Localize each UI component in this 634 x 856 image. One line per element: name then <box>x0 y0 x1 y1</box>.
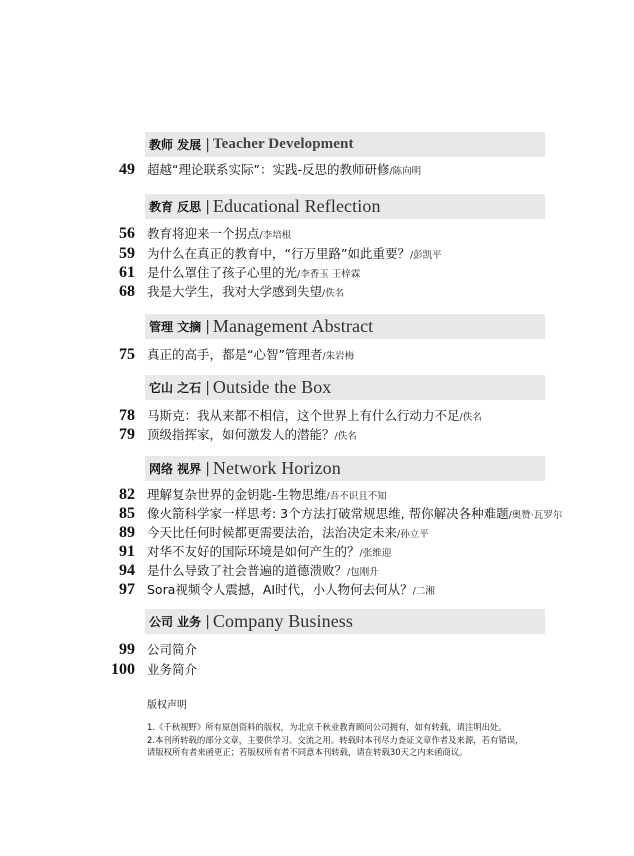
toc-entry[interactable] <box>0 640 634 660</box>
page-number: 79 <box>119 426 135 443</box>
entry-title-line <box>147 162 421 180</box>
entry-title-line <box>147 563 379 581</box>
page-number: 100 <box>111 661 135 678</box>
entry-title-line <box>147 487 387 505</box>
entry-author: /奥赞·瓦罗尔 <box>508 510 563 521</box>
section-divider: | <box>205 198 210 215</box>
section-label-en: Management Abstract <box>212 316 374 336</box>
section-header <box>145 132 545 157</box>
section-label-en: Teacher Development <box>212 136 354 152</box>
entry-title: 对华不友好的国际环境是如何产生的？ <box>147 544 360 559</box>
section-label-en: Educational Reflection <box>212 196 381 216</box>
page-number: 85 <box>119 505 135 522</box>
entry-title: 理解复杂世界的金钥匙-生物思维 <box>147 487 327 502</box>
entry-title: 今天比任何时候都更需要法治，法治决定未来 <box>147 525 398 540</box>
entry-title-line <box>147 642 197 658</box>
section-divider: | <box>205 136 210 153</box>
entry-title: 教育将迎来一个拐点 <box>147 226 260 241</box>
toc-entry[interactable] <box>0 561 634 581</box>
page-number: 78 <box>119 407 135 424</box>
section-label-en: Network Horizon <box>212 458 341 478</box>
page-number: 99 <box>119 641 135 658</box>
entry-author: /二湘 <box>412 586 435 597</box>
entry-title: 我是大学生，我对大学感到失望 <box>147 284 323 299</box>
section-divider: | <box>205 460 210 477</box>
section-label-cn: 教师 发展 <box>149 138 202 152</box>
entry-author: /张维迎 <box>359 548 392 559</box>
entry-title: 为什么在真正的教育中，“行万里路”如此重要？ <box>147 246 410 261</box>
toc-entry[interactable] <box>0 485 634 505</box>
toc-entry[interactable] <box>0 523 634 543</box>
page-number: 97 <box>119 581 135 598</box>
section-label-en: Company Business <box>212 611 354 631</box>
page-number: 94 <box>119 562 135 579</box>
entry-title-line <box>147 408 482 426</box>
entry-author: /陈向明 <box>389 166 422 177</box>
entry-title-line <box>147 427 357 445</box>
page-number: 61 <box>119 264 135 281</box>
toc-entry[interactable] <box>0 425 634 445</box>
page-number: 59 <box>119 245 135 262</box>
entry-title-line <box>147 347 354 365</box>
entry-title: Sora视频令人震撼，AI时代，小人物何去何从？ <box>147 582 413 597</box>
toc-entry[interactable] <box>0 244 634 264</box>
entry-author: /孙立平 <box>397 529 429 540</box>
toc-entry[interactable] <box>0 263 634 283</box>
page-number: 56 <box>119 225 135 242</box>
section-label-cn: 网络 视界 <box>149 462 202 476</box>
section-divider: | <box>205 613 210 630</box>
section-label-cn: 管理 文摘 <box>149 320 202 334</box>
entry-title: 马斯克：我从来都不相信，这个世界上有什么行动力不足 <box>147 408 460 423</box>
copyright-title: 版权声明 <box>147 700 187 711</box>
entry-title-line <box>147 525 429 543</box>
toc-entry[interactable] <box>0 160 634 180</box>
toc-entry[interactable] <box>0 580 634 600</box>
entry-title-line <box>147 246 442 264</box>
section-header <box>145 314 545 339</box>
section-label-en: Outside the Box <box>212 377 332 397</box>
copyright-paragraph: 2.本刊所转载的部分文章，主要供学习、交流之用。转载时本刊尽力查证文章作者及来源，若有错误，请版权所有者来函更正；若版权所有者不同意本刊转载，请在转载30天之内来函商议。 <box>147 735 524 757</box>
entry-author: /包刚升 <box>347 567 379 578</box>
entry-title: 是什么导致了社会普遍的道德溃败？ <box>147 563 348 578</box>
entry-title-line <box>147 544 391 562</box>
section-header <box>145 456 545 481</box>
entry-title-line <box>147 265 360 283</box>
page-number: 89 <box>119 524 135 541</box>
toc-entry[interactable] <box>0 345 634 365</box>
toc-entry[interactable] <box>0 282 634 302</box>
toc-entry[interactable] <box>0 660 634 680</box>
toc-entry[interactable] <box>0 504 634 524</box>
entry-title: 业务简介 <box>147 662 198 677</box>
entry-title-line <box>147 284 344 302</box>
section-header <box>145 375 545 400</box>
page-number: 68 <box>119 283 135 300</box>
copyright-paragraph: 1.《千秋视野》所有原创资料的版权，为北京千秋业教育顾问公司拥有，如有转载，请注明出处。 <box>147 722 507 732</box>
section-header <box>145 609 545 634</box>
entry-title-line <box>147 226 291 244</box>
entry-author: /朱岩梅 <box>322 351 355 362</box>
copyright-notice <box>147 696 527 759</box>
entry-title-line <box>147 506 562 524</box>
toc-entry[interactable] <box>0 224 634 244</box>
toc-entry[interactable] <box>0 406 634 426</box>
section-label-cn: 教育 反思 <box>149 200 202 214</box>
page-number: 91 <box>119 543 135 560</box>
entry-author: /李香玉 王梓霖 <box>297 269 361 280</box>
entry-title: 超越“理论联系实际”：实践-反思的教师研修 <box>147 162 390 177</box>
entry-author: /佚名 <box>459 412 482 423</box>
section-divider: | <box>205 318 210 335</box>
page-number: 75 <box>119 346 135 363</box>
entry-title: 真正的高手，都是“心智”管理者 <box>147 347 323 362</box>
page-number: 82 <box>119 486 135 503</box>
entry-title: 顶级指挥家，如何激发人的潜能？ <box>147 427 335 442</box>
section-label-cn: 它山 之石 <box>149 381 202 395</box>
page-number: 49 <box>119 161 135 178</box>
entry-title-line <box>147 662 197 678</box>
entry-title: 是什么罩住了孩子心里的光 <box>147 265 298 280</box>
section-header <box>145 194 545 219</box>
section-label-cn: 公司 业务 <box>149 615 202 629</box>
entry-author: /彭凯平 <box>409 250 442 261</box>
entry-title: 像火箭科学家一样思考: 3个方法打破常规思维, 帮你解决各种难题 <box>147 506 509 521</box>
section-divider: | <box>205 379 210 396</box>
entry-title: 公司简介 <box>147 642 198 657</box>
entry-author: /佚名 <box>322 288 345 299</box>
entry-author: /李培根 <box>259 230 292 241</box>
entry-author: /佚名 <box>334 431 357 442</box>
entry-author: /吾不识且不知 <box>326 491 387 502</box>
toc-entry[interactable] <box>0 542 634 562</box>
entry-title-line <box>147 582 435 600</box>
